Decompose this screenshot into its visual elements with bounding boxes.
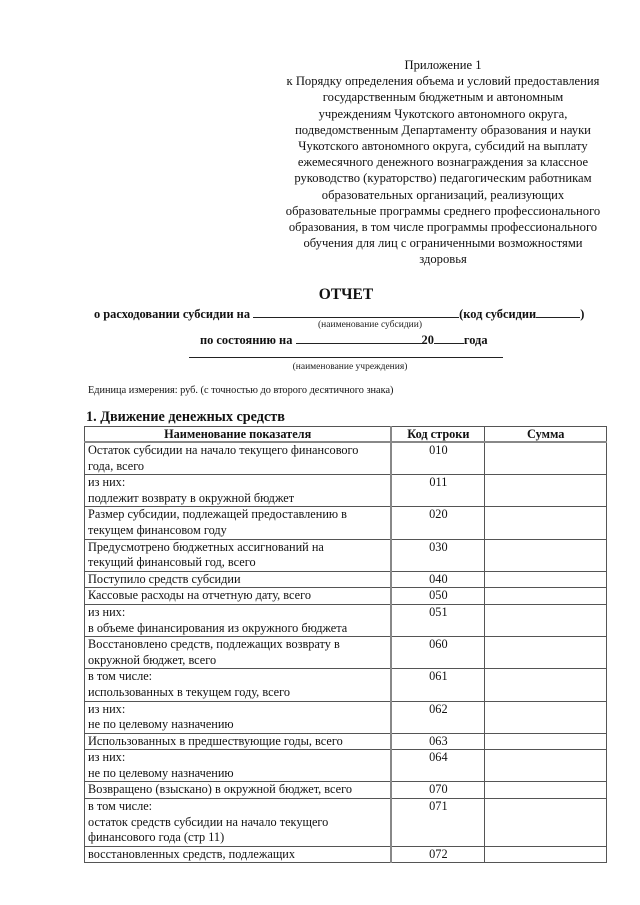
row-code: 062	[391, 701, 485, 733]
indicator-name	[85, 588, 392, 605]
table-row	[85, 701, 607, 733]
row-code: 060	[391, 637, 485, 669]
sum-cell[interactable]	[485, 539, 607, 571]
subsidy-name-field[interactable]	[253, 305, 459, 318]
table-row	[85, 846, 607, 863]
appendix-line: здоровья	[419, 252, 467, 267]
indicator-line: в объеме финансирования из окружного бюджета	[88, 620, 348, 635]
section-title: 1. Движение денежных средств	[86, 409, 285, 425]
appendix-line: образования, в том числе программы профессионального	[288, 220, 598, 235]
row-code: 010	[391, 442, 485, 475]
indicator-line: из них:	[88, 701, 126, 716]
sum-cell[interactable]	[485, 701, 607, 733]
table-header-row	[85, 427, 607, 443]
indicator-name	[85, 846, 392, 863]
indicator-name	[85, 637, 392, 669]
institution-field[interactable]	[189, 357, 503, 358]
indicator-line: не по целевому назначению	[88, 765, 234, 780]
appendix-line: Чукотского автономного округа, субсидий на выплату	[298, 139, 588, 154]
institution-caption: (наименование учреждения)	[292, 362, 408, 372]
indicator-line: из них:	[88, 750, 126, 765]
header-sum: Сумма	[485, 427, 607, 443]
subsidy-caption: (наименование субсидии)	[318, 320, 422, 330]
indicator-name	[85, 475, 392, 507]
row-code: 020	[391, 507, 485, 539]
unit-note: Единица измерения: руб. (с точностью до второго десятичного знака)	[88, 385, 394, 396]
table-row	[85, 782, 607, 799]
indicator-name	[85, 669, 392, 701]
indicator-line: финансового года (стр 11)	[88, 830, 225, 845]
row-code: 061	[391, 669, 485, 701]
table-row	[85, 507, 607, 539]
date-field[interactable]	[296, 331, 422, 344]
row-code: 011	[391, 475, 485, 507]
subsidy-prefix: о расходовании субсидии на	[94, 307, 251, 321]
row-code: 063	[391, 733, 485, 750]
table-row	[85, 571, 607, 588]
table-row	[85, 588, 607, 605]
date-line	[200, 331, 488, 348]
date-suffix: года	[463, 333, 488, 347]
table-row	[85, 539, 607, 571]
appendix-line: учреждениям Чукотского автономного округа,	[318, 106, 568, 121]
indicator-line: года, всего	[88, 458, 145, 473]
appendix-line: руководство (кураторство) педагогическим работникам	[294, 171, 592, 186]
row-code: 051	[391, 604, 485, 636]
indicator-line: подлежит возврату в окружной бюджет	[88, 490, 295, 505]
row-code: 050	[391, 588, 485, 605]
date-prefix: по состоянию на	[200, 333, 293, 347]
date-year-prefix: 20	[421, 333, 434, 347]
indicator-name	[85, 701, 392, 733]
table-row	[85, 442, 607, 475]
appendix-line: государственным бюджетным и автономным	[322, 90, 564, 105]
table-row	[85, 733, 607, 750]
sum-cell[interactable]	[485, 604, 607, 636]
indicator-name	[85, 604, 392, 636]
appendix-header	[262, 57, 624, 268]
sum-cell[interactable]	[485, 733, 607, 750]
appendix-line: ежемесячного денежного вознаграждения за классное	[297, 155, 589, 170]
indicator-line: из них:	[88, 475, 126, 490]
sum-cell[interactable]	[485, 507, 607, 539]
row-code: 070	[391, 782, 485, 799]
row-code: 040	[391, 571, 485, 588]
appendix-line: подведомственным Департаменту образования и науки	[295, 122, 591, 137]
sum-cell[interactable]	[485, 571, 607, 588]
table-row	[85, 637, 607, 669]
cash-flow-table	[84, 426, 607, 863]
indicator-line: текущий финансовый год, всего	[88, 555, 256, 570]
indicator-line: остаток средств субсидии на начало текущего	[88, 814, 329, 829]
header-code: Код строки	[391, 427, 485, 443]
appendix-line: образовательных организаций, реализующих	[321, 187, 565, 202]
appendix-line: к Порядку определения объема и условий предоставления	[286, 74, 600, 89]
indicator-name	[85, 507, 392, 539]
sum-cell[interactable]	[485, 782, 607, 799]
subsidy-code-field[interactable]	[536, 305, 580, 318]
indicator-line: Использованных в предшествующие годы, всего	[88, 733, 343, 748]
sum-cell[interactable]	[485, 637, 607, 669]
indicator-line: Предусмотрено бюджетных ассигнований на	[88, 539, 324, 554]
indicator-line: Кассовые расходы на отчетную дату, всего	[88, 588, 311, 603]
appendix-line: обучения для лиц с ограниченными возможностями	[303, 236, 583, 251]
indicator-line: в том числе:	[88, 799, 153, 814]
indicator-line: Размер субсидии, подлежащей предоставлению в	[88, 507, 347, 522]
year-field[interactable]	[434, 331, 464, 344]
row-code: 064	[391, 750, 485, 782]
indicator-name	[85, 733, 392, 750]
indicator-line: Восстановлено средств, подлежащих возврату в	[88, 637, 340, 652]
indicator-name	[85, 442, 392, 475]
sum-cell[interactable]	[485, 750, 607, 782]
table-row	[85, 669, 607, 701]
table-row	[85, 604, 607, 636]
report-title: ОТЧЕТ	[318, 286, 374, 303]
indicator-line: текущем финансовом году	[88, 522, 227, 537]
sum-cell[interactable]	[485, 475, 607, 507]
indicator-line: восстановленных средств, подлежащих	[88, 846, 296, 861]
appendix-line: образовательные программы среднего профессионального	[285, 203, 601, 218]
table-row	[85, 750, 607, 782]
table-row	[85, 799, 607, 847]
sum-cell[interactable]	[485, 442, 607, 475]
indicator-line: окружной бюджет, всего	[88, 652, 217, 667]
indicator-name	[85, 750, 392, 782]
indicator-line: не по целевому назначению	[88, 717, 234, 732]
indicator-line: в том числе:	[88, 669, 153, 684]
row-code: 030	[391, 539, 485, 571]
sum-cell[interactable]	[485, 669, 607, 701]
indicator-line: использованных в текущем году, всего	[88, 684, 291, 699]
sum-cell[interactable]	[485, 846, 607, 863]
table-row	[85, 475, 607, 507]
appendix-line: Приложение 1	[404, 58, 482, 72]
row-code: 071	[391, 799, 485, 847]
indicator-line: Поступило средств субсидии	[88, 571, 241, 586]
indicator-name	[85, 571, 392, 588]
indicator-name	[85, 539, 392, 571]
sum-cell[interactable]	[485, 588, 607, 605]
row-code: 072	[391, 846, 485, 863]
header-indicator: Наименование показателя	[85, 427, 392, 443]
subsidy-code-suffix: )	[580, 307, 585, 321]
indicator-line: из них:	[88, 604, 126, 619]
indicator-line: Возвращено (взыскано) в окружной бюджет, всего	[88, 782, 352, 797]
indicator-name	[85, 782, 392, 799]
indicator-name	[85, 799, 392, 847]
indicator-line: Остаток субсидии на начало текущего финансового	[88, 443, 359, 457]
sum-cell[interactable]	[485, 799, 607, 847]
subsidy-code-prefix: (код субсидии	[459, 307, 537, 321]
